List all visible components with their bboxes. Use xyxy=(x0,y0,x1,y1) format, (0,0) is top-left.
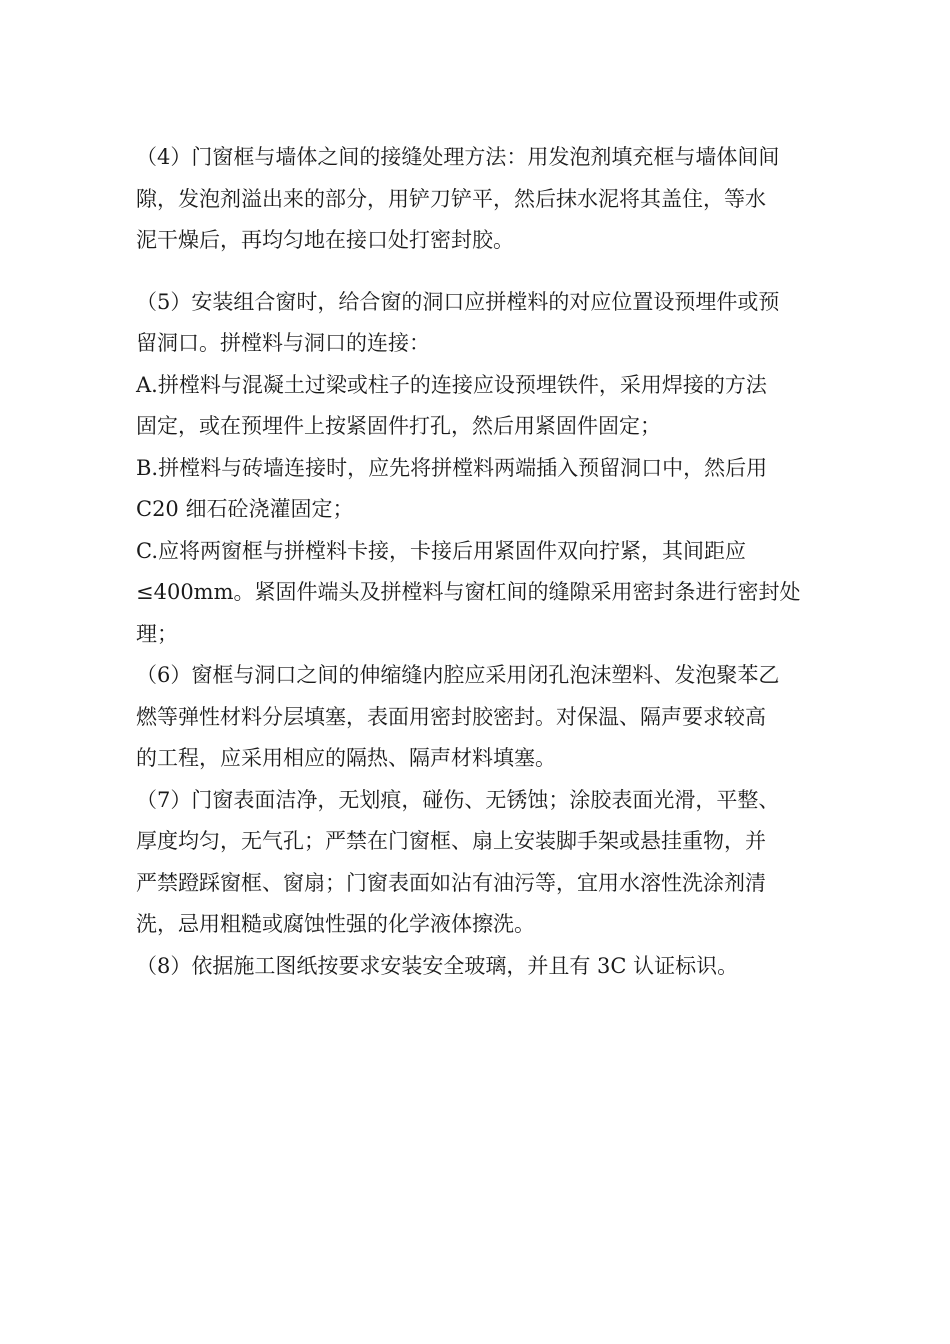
paragraph-4-joint-treatment: （4）门窗框与墙体之间的接缝处理方法：用发泡剂填充框与墙体间间 隙，发泡剂溢出来的部分，用铲刀铲平，然后抹水泥将其盖住，等水 泥干燥后，再均匀地在接口处打密封胶。 xyxy=(136,145,780,252)
document-body xyxy=(136,137,826,987)
paragraph-6-expansion-joint: （6）窗框与洞口之间的伸缩缝内腔应采用闭孔泡沫塑料、发泡聚苯乙 燃等弹性材料分层填塞，表面用密封胶密封。对保温、隔声要求较高 的工程，应采用相应的隔热、隔声材料填塞。 xyxy=(136,663,780,770)
paragraph-8-safety-glass: （8）依据施工图纸按要求安装安全玻璃，并且有 3C 认证标识。 xyxy=(136,953,739,978)
paragraph-5-combined-window: （5）安装组合窗时，给合窗的洞口应拼樘料的对应位置设预埋件或预 留洞口。拼樘料与洞口的连接： xyxy=(136,289,780,355)
paragraph-5a-concrete-connection: A.拼樘料与混凝土过梁或柱子的连接应设预埋铁件，采用焊接的方法 固定，或在预埋件上按紧固件打孔，然后用紧固件固定； xyxy=(136,372,767,438)
paragraph-spacer xyxy=(136,262,826,282)
paragraph-5c-frame-joint: C.应将两窗框与拼樘料卡接，卡接后用紧固件双向拧紧，其间距应 ≤400mm。紧固件端头及拼樘料与窗杠间的缝隙采用密封条进行密封处 理； xyxy=(136,538,801,646)
paragraph-5b-brick-connection: B.拼樘料与砖墙连接时，应先将拼樘料两端插入预留洞口中，然后用 C20 细石砼浇灌固定； xyxy=(136,455,768,521)
paragraph-7-surface-protection: （7）门窗表面洁净，无划痕，碰伤、无锈蚀；涂胶表面光滑，平整、 厚度均匀，无气孔；严禁在门窗框、扇上安装脚手架或悬挂重物，并 严禁蹬踩窗框、窗扇；门窗表面如沾有油污等，宜用水溶性洗涂剂清 洗，忌用粗糙或腐蚀性强的化学液体擦洗。 xyxy=(136,787,780,936)
